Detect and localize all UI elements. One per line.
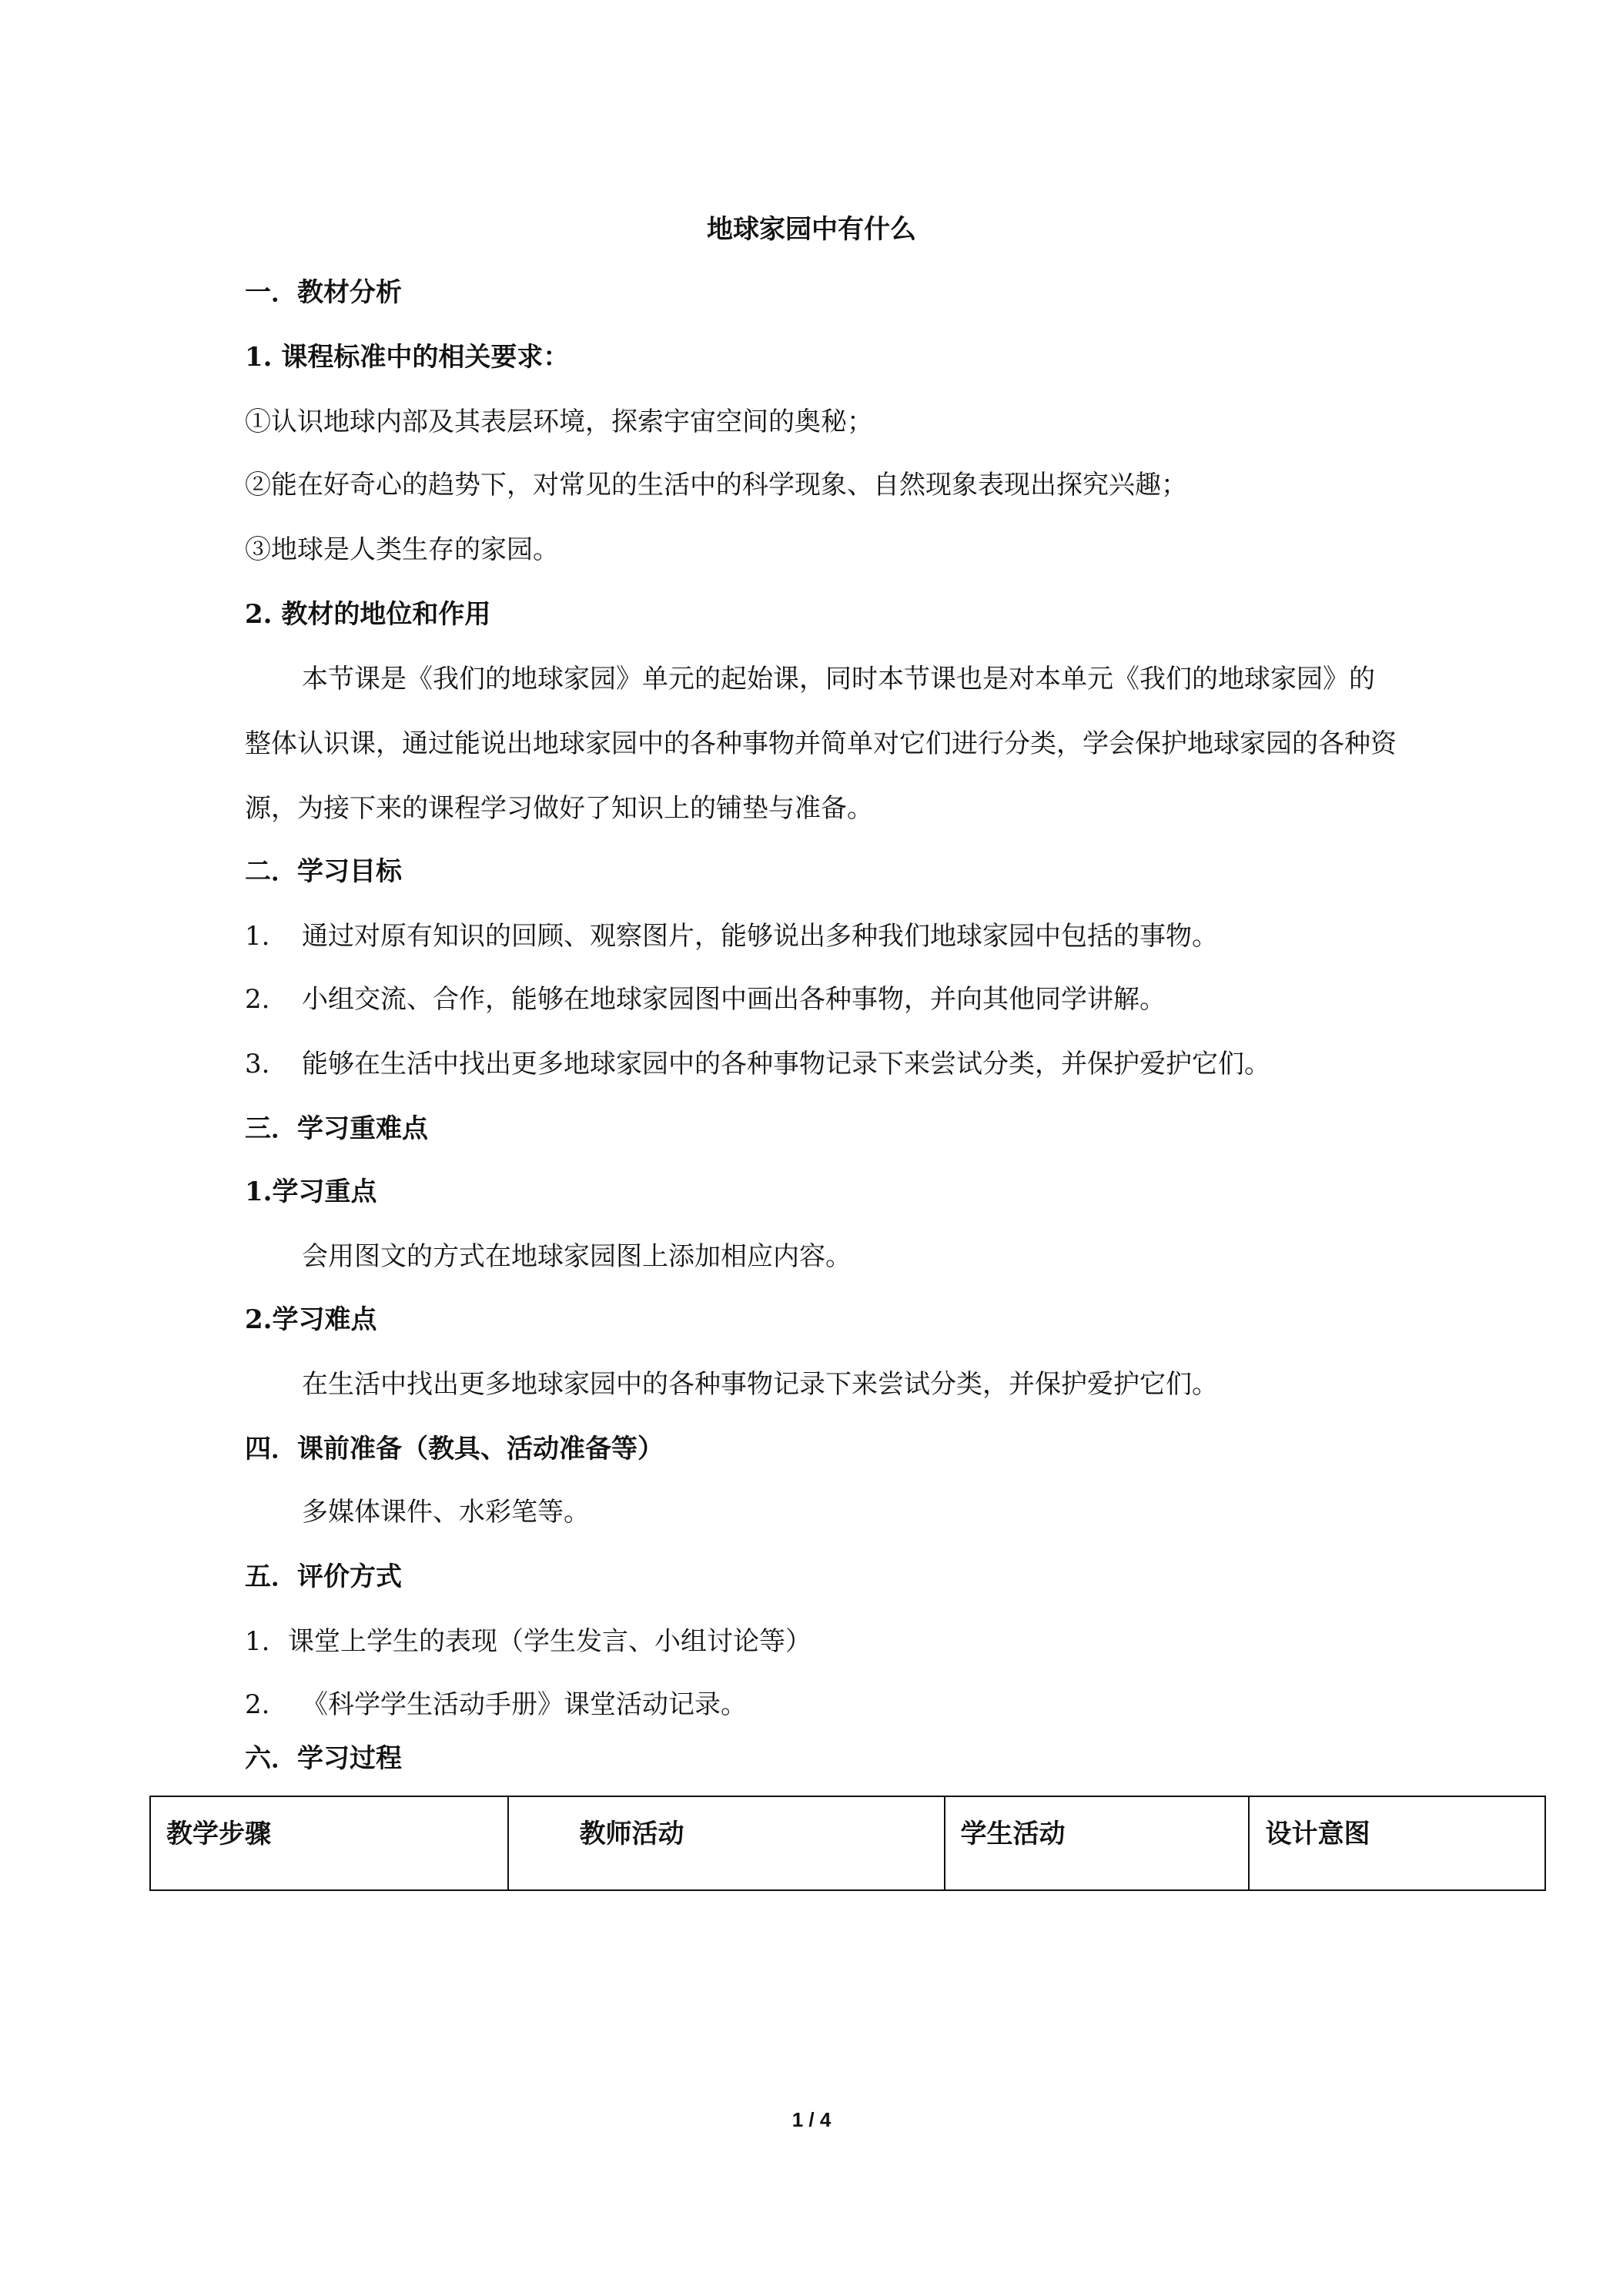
list-item: ②能在好奇心的趋势下，对常见的生活中的科学现象、自然现象表现出探究兴趣；	[245, 470, 1187, 500]
list-item: 能够在生活中找出更多地球家园中的各种事物记录下来尝试分类，并保护爱护它们。	[302, 1049, 1270, 1079]
table-header-cell: 设计意图	[1249, 1796, 1545, 1890]
subheading-role: 2. 教材的地位和作用	[245, 599, 491, 630]
list-item: 通过对原有知识的回顾、观察图片，能够说出多种我们地球家园中包括的事物。	[302, 921, 1218, 952]
focus-text: 会用图文的方式在地球家园图上添加相应内容。	[302, 1241, 852, 1272]
table-header-row	[150, 1796, 1545, 1890]
section-heading-1: 一．教材分析	[245, 277, 402, 308]
list-item: ①认识地球内部及其表层环境，探索宇宙空间的奥秘；	[245, 407, 873, 437]
subheading-focus: 1.学习重点	[245, 1176, 377, 1207]
process-table	[149, 1796, 1546, 1891]
table-header-cell: 教师活动	[508, 1796, 945, 1890]
subheading-curriculum: 1. 课程标准中的相关要求：	[245, 342, 570, 373]
list-item: 小组交流、合作，能够在地球家园图中画出各种事物，并向其他同学讲解。	[302, 984, 1166, 1015]
list-number: 3.	[245, 1049, 270, 1079]
preparation-text: 多媒体课件、水彩笔等。	[302, 1497, 590, 1528]
table-header-cell: 教学步骤	[150, 1796, 508, 1890]
list-item: 《科学学生活动手册》课堂活动记录。	[302, 1689, 747, 1720]
page-number: 1 / 4	[791, 2108, 832, 2131]
paragraph-role: 本节课是《我们的地球家园》单元的起始课，同时本节课也是对本单元《我们的地球家园》的整体认识课，通过能说出地球家园中的各种事物并简单对它们进行分类，学会保护地球家园的各种资源，为接下来的课程学习做好了知识上的铺垫与准备。	[245, 664, 1397, 824]
section-heading-5: 五．评价方式	[245, 1561, 402, 1592]
document-title: 地球家园中有什么	[707, 214, 916, 245]
section-heading-6: 六．学习过程	[245, 1743, 402, 1774]
list-number: 1.	[245, 921, 270, 952]
table-header-cell: 学生活动	[945, 1796, 1250, 1890]
difficulty-text: 在生活中找出更多地球家园中的各种事物记录下来尝试分类，并保护爱护它们。	[302, 1369, 1218, 1400]
subheading-difficulty: 2.学习难点	[245, 1304, 377, 1335]
list-number: 2.	[245, 1689, 270, 1720]
section-heading-2: 二．学习目标	[245, 856, 402, 887]
section-heading-3: 三．学习重难点	[245, 1113, 428, 1144]
section-heading-4: 四．课前准备（教具、活动准备等）	[245, 1434, 664, 1464]
list-number: 2.	[245, 984, 270, 1015]
list-number: 1.	[245, 1626, 270, 1657]
list-item: 课堂上学生的表现（学生发言、小组讨论等）	[288, 1626, 812, 1657]
list-item: ③地球是人类生存的家园。	[245, 534, 559, 565]
